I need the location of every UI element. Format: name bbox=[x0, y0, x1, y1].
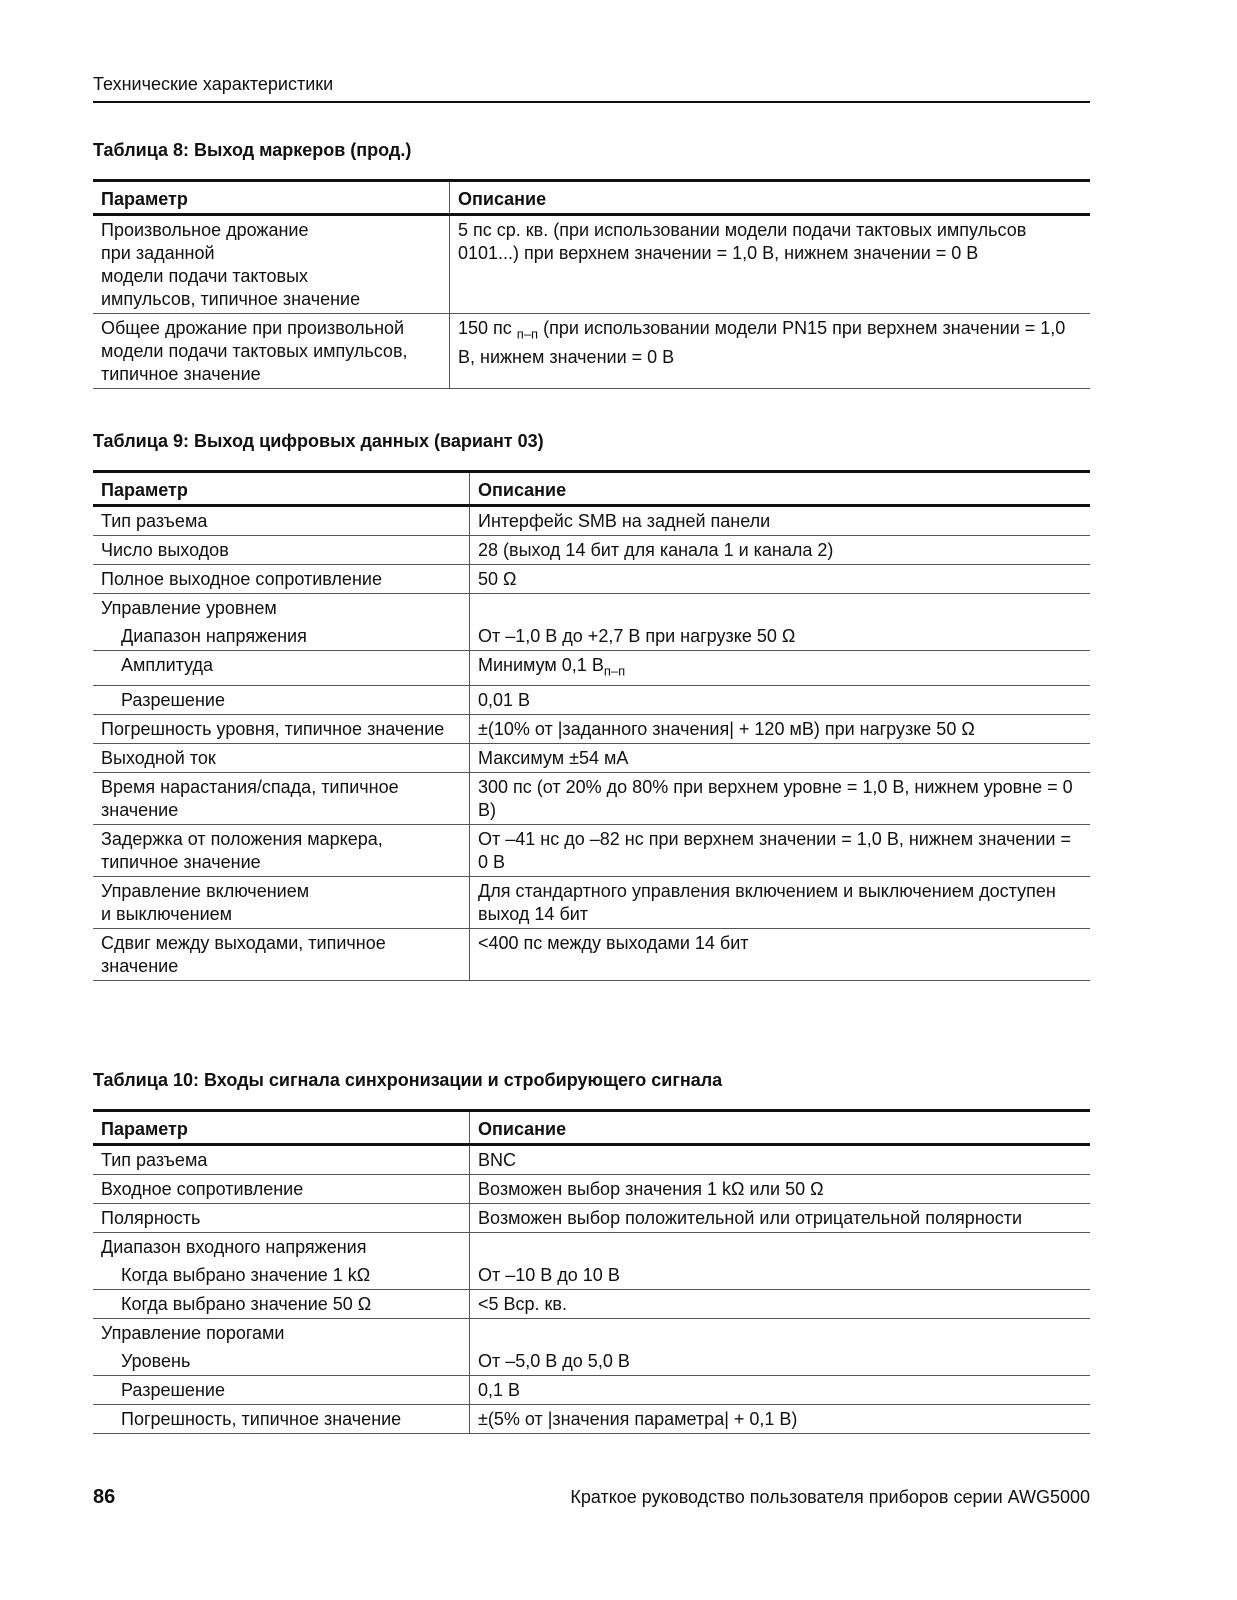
table-header-row bbox=[93, 472, 1090, 506]
desc-cell: 5 пс ср. кв. (при использовании модели подачи тактовых импульсов 0101...) при верхнем значении = 1,0 В, нижнем значении = 0 В bbox=[450, 215, 1091, 314]
table-row bbox=[93, 1233, 1090, 1262]
table-row bbox=[93, 685, 1090, 714]
param-cell: Уровень bbox=[93, 1347, 470, 1376]
table-header-row bbox=[93, 181, 1090, 215]
desc-cell: Возможен выбор положительной или отрицательной полярности bbox=[470, 1204, 1091, 1233]
table-row bbox=[93, 314, 1090, 389]
param-cell: Когда выбрано значение 1 kΩ bbox=[93, 1261, 470, 1290]
column-header-parameter: Параметр bbox=[93, 181, 450, 215]
param-cell: Произвольное дрожание при заданной модели подачи тактовых импульсов, типичное значение bbox=[93, 215, 450, 314]
desc-cell: BNC bbox=[470, 1145, 1091, 1175]
param-cell: Время нарастания/спада, типичное значение bbox=[93, 772, 470, 824]
param-cell: Тип разъема bbox=[93, 506, 470, 536]
desc-cell: ±(10% от |заданного значения| + 120 мВ) при нагрузке 50 Ω bbox=[470, 714, 1091, 743]
desc-cell bbox=[470, 651, 1091, 686]
desc-cell: <5 Вср. кв. bbox=[470, 1290, 1091, 1319]
desc-cell: От –41 нс до –82 нс при верхнем значении = 1,0 В, нижнем значении = 0 В bbox=[470, 824, 1091, 876]
table-row bbox=[93, 824, 1090, 876]
desc-cell bbox=[470, 594, 1091, 623]
table-row bbox=[93, 215, 1090, 314]
desc-text: Минимум 0,1 В bbox=[478, 655, 604, 675]
desc-text: (при использовании модели PN15 при верхнем значении = 1,0 В, нижнем значении = 0 В bbox=[458, 318, 1066, 367]
table-row bbox=[93, 714, 1090, 743]
desc-cell: 0,01 В bbox=[470, 685, 1091, 714]
param-cell: Амплитуда bbox=[93, 651, 470, 686]
desc-cell: От –1,0 В до +2,7 В при нагрузке 50 Ω bbox=[470, 622, 1091, 651]
table-row bbox=[93, 565, 1090, 594]
desc-cell: От –5,0 В до 5,0 В bbox=[470, 1347, 1091, 1376]
table9 bbox=[93, 470, 1090, 981]
column-header-parameter: Параметр bbox=[93, 1111, 470, 1145]
table-row bbox=[93, 1261, 1090, 1290]
table-row bbox=[93, 1376, 1090, 1405]
desc-cell: 28 (выход 14 бит для канала 1 и канала 2) bbox=[470, 536, 1091, 565]
param-cell: Сдвиг между выходами, типичное значение bbox=[93, 928, 470, 980]
subscript: п–п bbox=[516, 326, 539, 342]
desc-cell: <400 пс между выходами 14 бит bbox=[470, 928, 1091, 980]
param-cell: Разрешение bbox=[93, 685, 470, 714]
table-row bbox=[93, 651, 1090, 686]
table-row bbox=[93, 772, 1090, 824]
table-row bbox=[93, 622, 1090, 651]
table-row bbox=[93, 1175, 1090, 1204]
desc-cell: 300 пс (от 20% до 80% при верхнем уровне = 1,0 В, нижнем уровне = 0 В) bbox=[470, 772, 1091, 824]
param-cell: Тип разъема bbox=[93, 1145, 470, 1175]
desc-cell bbox=[470, 1233, 1091, 1262]
table8 bbox=[93, 179, 1090, 389]
desc-cell: Для стандартного управления включением и выключением доступен выход 14 бит bbox=[470, 876, 1091, 928]
param-cell: Полярность bbox=[93, 1204, 470, 1233]
table-row bbox=[93, 876, 1090, 928]
table-row bbox=[93, 1204, 1090, 1233]
table-row bbox=[93, 536, 1090, 565]
column-header-description: Описание bbox=[450, 181, 1091, 215]
desc-cell: 0,1 В bbox=[470, 1376, 1091, 1405]
param-cell: Когда выбрано значение 50 Ω bbox=[93, 1290, 470, 1319]
table-row bbox=[93, 594, 1090, 623]
param-cell: Число выходов bbox=[93, 536, 470, 565]
desc-cell: От –10 В до 10 В bbox=[470, 1261, 1091, 1290]
table-header-row bbox=[93, 1111, 1090, 1145]
param-cell: Управление включением и выключением bbox=[93, 876, 470, 928]
table-row bbox=[93, 1290, 1090, 1319]
table10 bbox=[93, 1109, 1090, 1434]
table-row bbox=[93, 506, 1090, 536]
desc-cell bbox=[470, 1319, 1091, 1348]
table9-caption: Таблица 9: Выход цифровых данных (вариант 03) bbox=[93, 431, 544, 451]
param-cell: Погрешность уровня, типичное значение bbox=[93, 714, 470, 743]
param-group-cell: Управление порогами bbox=[93, 1319, 470, 1348]
param-cell: Погрешность, типичное значение bbox=[93, 1405, 470, 1434]
table-row bbox=[93, 1145, 1090, 1175]
param-cell: Общее дрожание при произвольной модели подачи тактовых импульсов, типичное значение bbox=[93, 314, 450, 389]
desc-cell bbox=[450, 314, 1091, 389]
page-number: 86 bbox=[93, 1486, 116, 1508]
subscript: п–п bbox=[603, 663, 626, 679]
param-cell: Задержка от положения маркера, типичное значение bbox=[93, 824, 470, 876]
running-header: Технические характеристики bbox=[93, 74, 1090, 103]
param-cell: Полное выходное сопротивление bbox=[93, 565, 470, 594]
param-group-cell: Диапазон входного напряжения bbox=[93, 1233, 470, 1262]
param-cell: Диапазон напряжения bbox=[93, 622, 470, 651]
desc-text: 150 пс bbox=[458, 318, 517, 338]
table-row bbox=[93, 928, 1090, 980]
table10-caption: Таблица 10: Входы сигнала синхронизации и стробирующего сигнала bbox=[93, 1070, 723, 1090]
desc-cell: ±(5% от |значения параметра| + 0,1 В) bbox=[470, 1405, 1091, 1434]
param-cell: Выходной ток bbox=[93, 743, 470, 772]
desc-cell: Возможен выбор значения 1 kΩ или 50 Ω bbox=[470, 1175, 1091, 1204]
table-row bbox=[93, 1347, 1090, 1376]
column-header-parameter: Параметр bbox=[93, 472, 470, 506]
column-header-description: Описание bbox=[470, 1111, 1091, 1145]
param-cell: Разрешение bbox=[93, 1376, 470, 1405]
column-header-description: Описание bbox=[470, 472, 1091, 506]
table-row bbox=[93, 743, 1090, 772]
desc-cell: Интерфейс SMB на задней панели bbox=[470, 506, 1091, 536]
table-row bbox=[93, 1405, 1090, 1434]
table8-caption: Таблица 8: Выход маркеров (прод.) bbox=[93, 140, 412, 160]
desc-cell: 50 Ω bbox=[470, 565, 1091, 594]
desc-cell: Максимум ±54 мА bbox=[470, 743, 1091, 772]
param-group-cell: Управление уровнем bbox=[93, 594, 470, 623]
footer-title: Краткое руководство пользователя приборов серии AWG5000 bbox=[570, 1487, 1090, 1507]
table-row bbox=[93, 1319, 1090, 1348]
param-cell: Входное сопротивление bbox=[93, 1175, 470, 1204]
